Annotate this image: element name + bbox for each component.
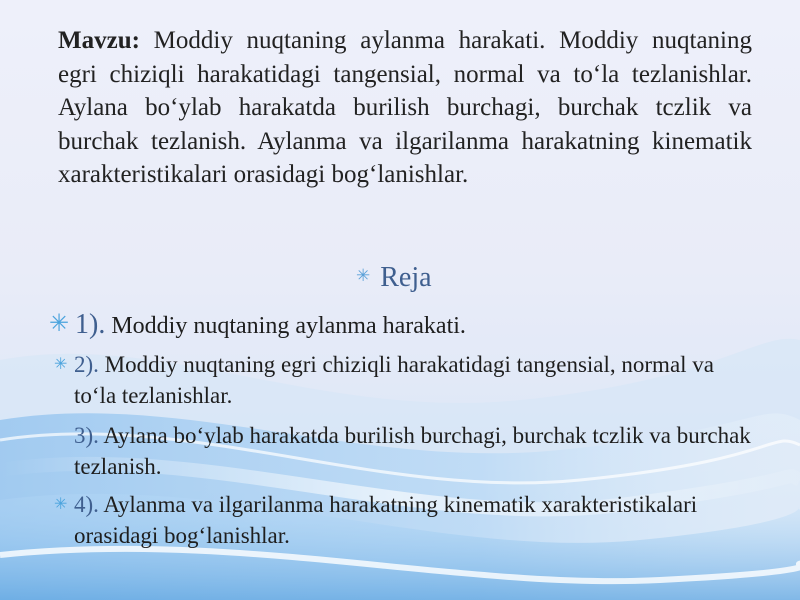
- plan-item-number: 1).: [75, 309, 106, 340]
- asterisk-bullet-icon: ✳: [49, 311, 70, 337]
- asterisk-bullet-icon: ✳: [356, 266, 371, 285]
- plan-item-2: [54, 349, 754, 411]
- plan-item-text: Moddiy nuqtaning aylanma harakati.: [105, 313, 466, 339]
- asterisk-bullet-icon: ✳: [54, 496, 68, 513]
- topic-text: Moddiy nuqtaning aylanma harakati. Moddiy nuqtaning egri chiziqli harakatidagi tangensial, normal va to‘la tezlanishlar. Aylana bo‘ylab harakatda burilish burchagi, burchak tczlik va burchak tezlanish. Aylanma va ilgarilanma harakatning kinematik xarakteristikalari orasidagi bog‘lanishlar.: [58, 27, 752, 188]
- plan-title: Reja: [380, 262, 432, 293]
- plan-item-number: 3).: [74, 423, 99, 448]
- plan-item-text: Moddiy nuqtaning egri chiziqli harakatidagi tangensial, normal va to‘la tezlanishlar.: [74, 352, 715, 408]
- topic-label: Mavzu:: [58, 27, 140, 54]
- plan-item-3: [74, 420, 754, 482]
- topic-paragraph: [58, 24, 752, 192]
- plan-item-1: [49, 309, 755, 341]
- asterisk-bullet-icon: ✳: [54, 356, 68, 373]
- plan-heading: [356, 262, 432, 294]
- plan-item-text: Aylanma va ilgarilanma harakatning kinematik xarakteristikalari orasidagi bog‘lanishlar.: [74, 492, 698, 548]
- plan-item-number: 4).: [74, 492, 99, 517]
- plan-item-number: 2).: [74, 352, 99, 377]
- plan-item-text: Aylana bo‘ylab harakatda burilish burchagi, burchak tczlik va burchak tezlanish.: [74, 423, 751, 479]
- plan-item-4: [54, 489, 754, 551]
